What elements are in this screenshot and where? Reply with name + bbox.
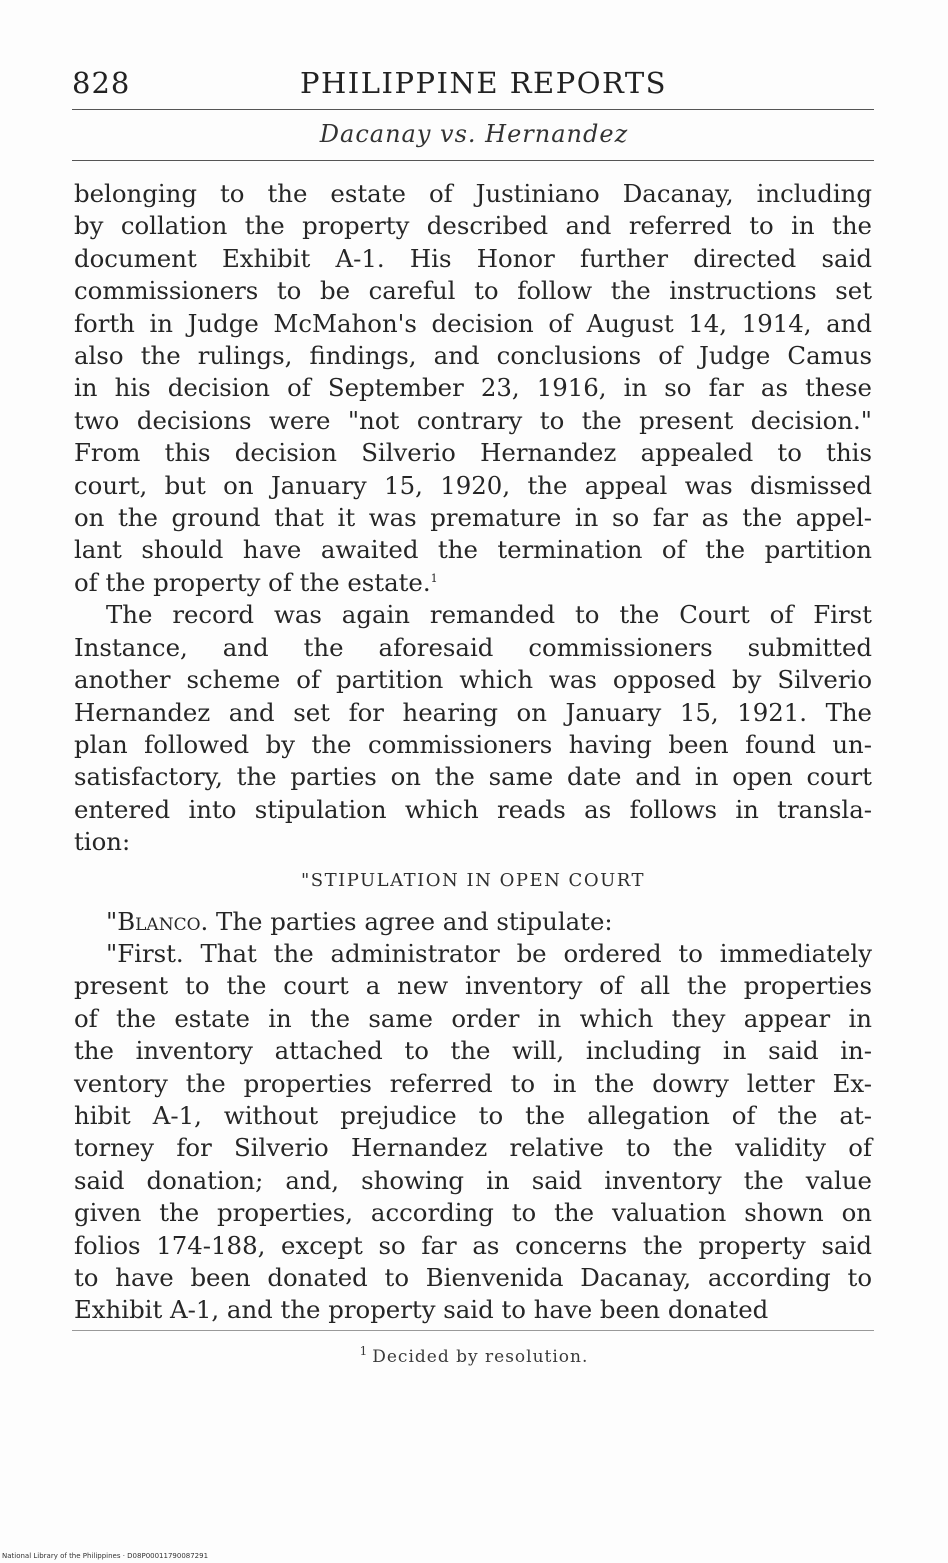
text-line: tion: xyxy=(74,827,131,857)
footnote-text: Decided by resolution. xyxy=(372,1347,589,1367)
speaker-name: "Blanco. xyxy=(106,906,209,936)
text-line: the inventory attached to the will, including in said in- xyxy=(74,1036,872,1066)
text-line: by collation the property described and referred to in the xyxy=(74,211,872,241)
text-line: commissioners to be careful to follow the instructions set xyxy=(74,276,872,306)
text-line: torney for Silverio Hernandez relative to the validity of xyxy=(74,1133,872,1163)
stipulation-heading: "STIPULATION IN OPEN COURT xyxy=(300,869,645,891)
footnote-rule xyxy=(72,1330,874,1331)
body-text xyxy=(74,178,872,1327)
text-line: From this decision Silverio Hernandez appealed to this xyxy=(74,438,872,468)
text-line: satisfactory, the parties on the same date and in open court xyxy=(74,762,872,792)
text-line: of the property of the estate.$^1$ xyxy=(74,567,438,597)
text-line: lant should have awaited the termination of the partition xyxy=(74,535,872,565)
text-line: to have been donated to Bienvenida Dacanay, according to xyxy=(74,1263,872,1292)
text-line: document Exhibit A-1. His Honor further directed said xyxy=(74,243,872,273)
text-line: Exhibit A-1, and the property said to have been donated xyxy=(74,1295,769,1325)
text-line: forth in Judge McMahon's decision of August 14, 1914, and xyxy=(74,308,872,338)
text-line: two decisions were "not contrary to the present decision." xyxy=(74,405,872,435)
scan-credit: National Library of the Philippines · D08P00011790087291 xyxy=(2,1552,209,1560)
speaker-text: The parties agree and stipulate: xyxy=(216,906,613,936)
text-line: The record was again remanded to the Court of First xyxy=(106,600,872,630)
text-line: folios 174-188, except so far as concerns the property said xyxy=(74,1230,872,1260)
text-line: said donation; and, showing in said inventory the value xyxy=(74,1165,872,1195)
text-line: entered into stipulation which reads as follows in transla- xyxy=(74,794,872,824)
paragraph-3 xyxy=(74,938,872,1327)
text-line: on the ground that it was premature in so far as the appel- xyxy=(74,503,872,533)
paragraph-2 xyxy=(74,599,872,858)
page-number: 828 xyxy=(72,66,131,100)
text-line: given the properties, according to the valuation shown on xyxy=(74,1198,872,1228)
text-line: plan followed by the commissioners having been found un- xyxy=(74,729,872,759)
footnote xyxy=(0,1344,948,1367)
text-line: also the rulings, findings, and conclusions of Judge Camus xyxy=(74,341,872,371)
footnote-ref: 1 xyxy=(430,571,438,585)
text-line: Hernandez and set for hearing on January 15, 1921. The xyxy=(74,697,872,727)
text-line: present to the court a new inventory of all the properties xyxy=(74,971,872,1001)
running-head: PHILIPPINE REPORTS xyxy=(300,66,668,100)
case-title: Dacanay vs. Hernandez xyxy=(319,120,629,148)
text-line: ventory the properties referred to in the dowry letter Ex- xyxy=(74,1068,872,1098)
text-line: court, but on January 15, 1920, the appeal was dismissed xyxy=(74,470,872,500)
text-line: another scheme of partition which was opposed by Silverio xyxy=(74,665,872,695)
paragraph-1 xyxy=(74,178,872,599)
text-line: hibit A-1, without prejudice to the allegation of the at- xyxy=(74,1100,872,1130)
text-line: belonging to the estate of Justiniano Dacanay, including xyxy=(74,179,872,208)
speaker-line xyxy=(74,906,872,938)
header-rule-top xyxy=(72,109,874,110)
text-line: Instance, and the aforesaid commissioners submitted xyxy=(74,632,872,662)
footnote-number: 1 xyxy=(359,1344,369,1359)
text-line: of the estate in the same order in which they appear in xyxy=(74,1003,872,1033)
header-rule-bottom xyxy=(72,160,874,161)
text-line: in his decision of September 23, 1916, in so far as these xyxy=(74,373,872,403)
text-line: "First. That the administrator be ordered to immediately xyxy=(106,938,872,968)
